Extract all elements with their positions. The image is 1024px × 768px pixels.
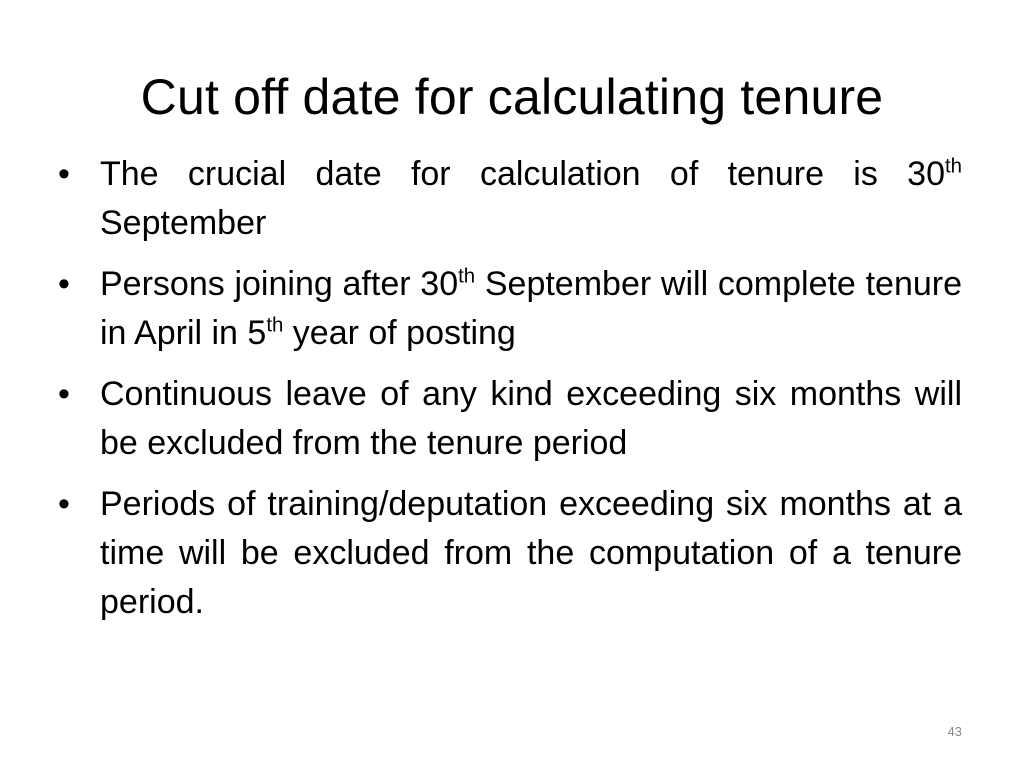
slide-title: Cut off date for calculating tenure bbox=[140, 69, 884, 125]
bullet-item bbox=[58, 480, 962, 627]
bullet-text: Persons joining after 30 bbox=[100, 265, 459, 303]
bullet-item bbox=[58, 370, 962, 468]
bullet-list bbox=[58, 150, 962, 639]
bullet-superscript: th bbox=[458, 265, 476, 288]
bullet-superscript: th bbox=[944, 155, 962, 178]
bullet-text: year of posting bbox=[283, 314, 516, 352]
bullet-text: Periods of training/deputation exceeding six months at a time will be excluded from the computation of a tenure period. bbox=[100, 485, 962, 621]
bullet-dot-icon: • bbox=[58, 485, 70, 523]
bullet-dot-icon: • bbox=[58, 155, 70, 193]
bullet-superscript: th bbox=[266, 314, 284, 337]
bullet-item bbox=[58, 150, 962, 248]
bullet-text: September bbox=[100, 204, 267, 242]
bullet-text: September will complete tenure in April in 5 bbox=[100, 265, 962, 352]
bullet-text: The crucial date for calculation of tenure is 30 bbox=[100, 155, 945, 193]
bullet-dot-icon: • bbox=[58, 265, 70, 303]
bullet-dot-icon: • bbox=[58, 375, 70, 413]
page-number: 43 bbox=[947, 724, 962, 739]
bullet-item bbox=[58, 260, 962, 358]
bullet-text: Continuous leave of any kind exceeding six months will be excluded from the tenure period bbox=[100, 375, 962, 462]
